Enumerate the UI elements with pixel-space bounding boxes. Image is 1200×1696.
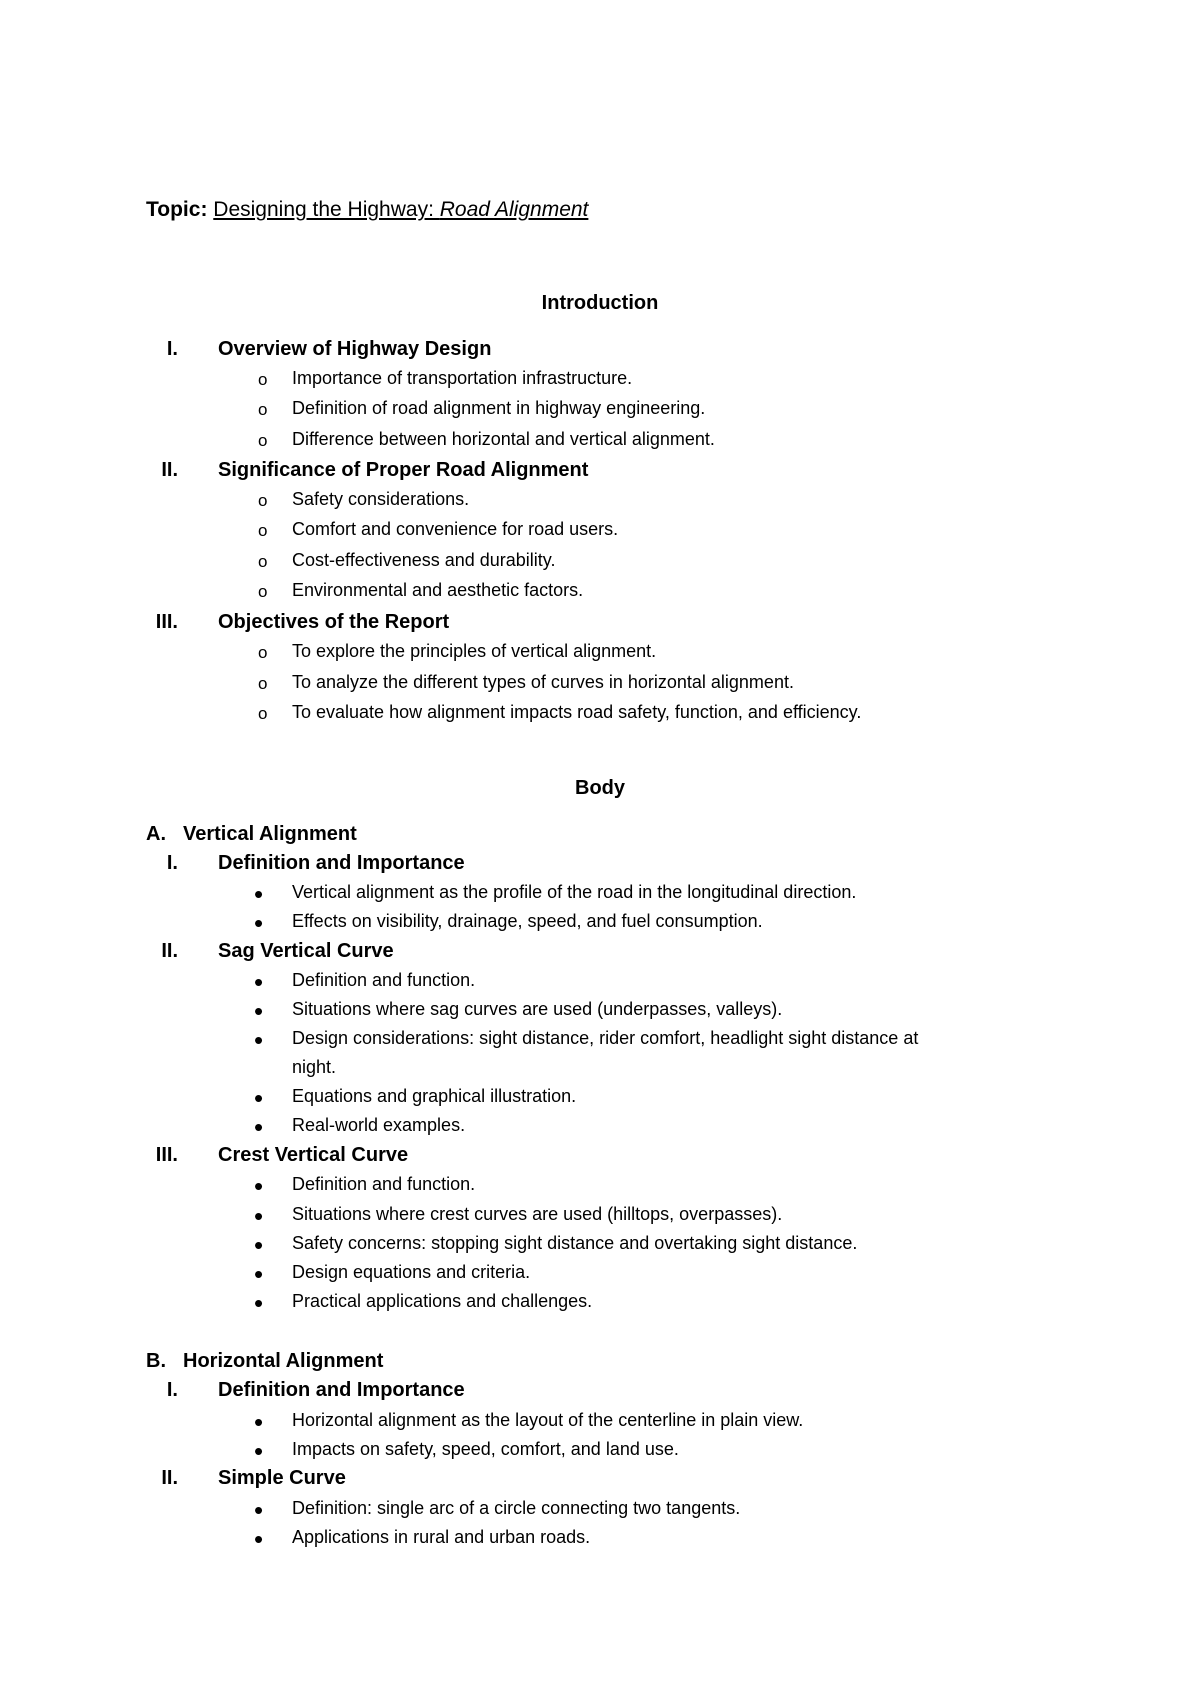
- topic-title: [146, 199, 588, 220]
- list-item: Real-world examples.: [292, 1115, 466, 1135]
- circle-bullet-icon: o: [258, 491, 268, 510]
- section-numeral: III.: [155, 1144, 178, 1166]
- bullet-icon: •: [254, 1524, 264, 1554]
- section-numeral: I.: [166, 852, 178, 874]
- bullet-icon: •: [254, 1083, 264, 1113]
- section-numeral: III.: [155, 611, 178, 633]
- part-heading: B. Horizontal Alignment: [146, 1350, 384, 1372]
- bullet-icon: •: [254, 1201, 264, 1231]
- list-item: Importance of transportation infrastructure.: [292, 368, 633, 388]
- topic-sub: Road Alignment: [439, 198, 589, 221]
- section-numeral: I.: [166, 338, 178, 360]
- section-heading: Objectives of the Report: [218, 611, 450, 633]
- list-item: Difference between horizontal and vertical alignment.: [292, 429, 715, 449]
- bullet-icon: •: [254, 1495, 264, 1525]
- circle-bullet-icon: o: [258, 400, 268, 419]
- circle-bullet-icon: o: [258, 521, 268, 540]
- bullet-icon: •: [254, 1171, 264, 1201]
- bullet-icon: •: [254, 996, 264, 1026]
- section-heading: Definition and Importance: [218, 852, 465, 874]
- list-item: Safety concerns: stopping sight distance and overtaking sight distance.: [292, 1233, 858, 1253]
- circle-bullet-icon: o: [258, 370, 268, 389]
- section-numeral: II.: [161, 940, 178, 962]
- list-item: Design equations and criteria.: [292, 1262, 531, 1282]
- list-item: Definition: single arc of a circle connecting two tangents.: [292, 1498, 741, 1518]
- list-item: To analyze the different types of curves in horizontal alignment.: [292, 672, 794, 692]
- list-item: Practical applications and challenges.: [292, 1291, 593, 1311]
- list-item: Definition of road alignment in highway engineering.: [292, 398, 706, 418]
- list-item: To evaluate how alignment impacts road safety, function, and efficiency.: [292, 702, 862, 722]
- list-item: Design considerations: sight distance, rider comfort, headlight sight distance at: [292, 1028, 919, 1048]
- list-item: Equations and graphical illustration.: [292, 1086, 577, 1106]
- list-item: Horizontal alignment as the layout of the centerline in plain view.: [292, 1410, 804, 1430]
- list-item: Definition and function.: [292, 1174, 476, 1194]
- section-heading: Overview of Highway Design: [218, 338, 492, 360]
- bullet-icon: •: [254, 1112, 264, 1142]
- circle-bullet-icon: o: [258, 704, 268, 723]
- topic-main: Designing the Highway: Road Alignment: [213, 198, 589, 221]
- circle-bullet-icon: o: [258, 582, 268, 601]
- bullet-icon: •: [254, 1407, 264, 1437]
- bullet-icon: •: [254, 908, 264, 938]
- body-heading: Body: [575, 777, 625, 799]
- list-item: To explore the principles of vertical alignment.: [292, 641, 657, 661]
- bullet-icon: •: [254, 1230, 264, 1260]
- section-heading: Significance of Proper Road Alignment: [218, 459, 589, 481]
- circle-bullet-icon: o: [258, 552, 268, 571]
- topic-label: Topic:: [146, 198, 208, 221]
- list-item: Definition and function.: [292, 970, 476, 990]
- list-item: Impacts on safety, speed, comfort, and land use.: [292, 1439, 679, 1459]
- bullet-icon: •: [254, 1259, 264, 1289]
- list-item: Vertical alignment as the profile of the road in the longitudinal direction.: [292, 882, 857, 902]
- list-item: Applications in rural and urban roads.: [292, 1527, 591, 1547]
- list-item-continuation: night.: [292, 1057, 337, 1077]
- bullet-icon: •: [254, 1288, 264, 1318]
- section-numeral: II.: [161, 459, 178, 481]
- section-heading: Sag Vertical Curve: [218, 940, 394, 962]
- list-item: Cost-effectiveness and durability.: [292, 550, 556, 570]
- part-heading: A. Vertical Alignment: [146, 823, 357, 845]
- section-heading: Definition and Importance: [218, 1379, 465, 1401]
- list-item: Environmental and aesthetic factors.: [292, 580, 584, 600]
- section-heading: Crest Vertical Curve: [218, 1144, 409, 1166]
- section-numeral: I.: [166, 1379, 178, 1401]
- circle-bullet-icon: o: [258, 431, 268, 450]
- bullet-icon: •: [254, 967, 264, 997]
- list-item: Safety considerations.: [292, 489, 470, 509]
- bullet-icon: •: [254, 879, 264, 909]
- circle-bullet-icon: o: [258, 674, 268, 693]
- list-item: Comfort and convenience for road users.: [292, 519, 619, 539]
- section-heading: Simple Curve: [218, 1467, 346, 1489]
- bullet-icon: •: [254, 1025, 264, 1055]
- section-numeral: II.: [161, 1467, 178, 1489]
- introduction-heading: Introduction: [541, 292, 659, 314]
- bullet-icon: •: [254, 1436, 264, 1466]
- list-item: Situations where crest curves are used (hilltops, overpasses).: [292, 1204, 783, 1224]
- list-item: Situations where sag curves are used (underpasses, valleys).: [292, 999, 783, 1019]
- list-item: Effects on visibility, drainage, speed, and fuel consumption.: [292, 911, 763, 931]
- circle-bullet-icon: o: [258, 643, 268, 662]
